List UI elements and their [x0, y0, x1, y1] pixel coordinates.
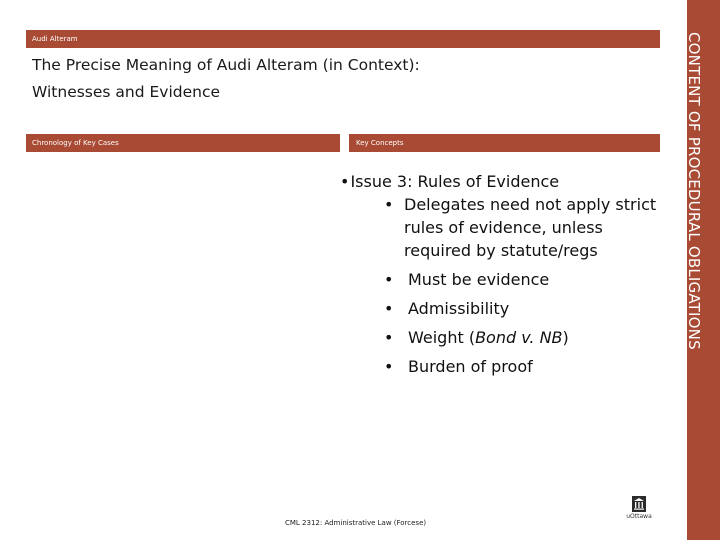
case-citation: Bond v. NB [475, 328, 563, 347]
list-item [384, 355, 664, 378]
list-item [384, 297, 664, 320]
bullet: • [384, 195, 394, 214]
bullet: • [384, 270, 394, 289]
right-column-label: Key Concepts [356, 139, 404, 147]
bullet: • [384, 328, 394, 347]
list-item [384, 193, 664, 262]
slide-title-line-1: The Precise Meaning of Audi Alteram (in Context): [32, 56, 420, 74]
bullet: • [340, 172, 350, 191]
section-header-bar [26, 30, 660, 48]
issue-heading [340, 170, 670, 193]
list-item-text: Burden of proof [408, 357, 533, 376]
slide-title [32, 52, 592, 106]
list-item-text [408, 326, 569, 349]
university-building-icon [632, 496, 646, 512]
university-logo [626, 496, 652, 532]
list-item-text: Delegates need not apply strict rules of evidence, unless required by statute/regs [404, 195, 657, 260]
list-item-text: Must be evidence [408, 270, 550, 289]
list-item [384, 326, 664, 349]
slide-title-line-2: Witnesses and Evidence [32, 83, 221, 101]
left-column-label: Chronology of Key Cases [32, 139, 119, 147]
section-label: Audi Alteram [32, 35, 78, 43]
bullet: • [384, 299, 394, 318]
text-suffix: ) [562, 328, 569, 347]
left-column-header [26, 134, 340, 152]
issue-text: Issue 3: Rules of Evidence [350, 172, 560, 191]
logo-text: uOttawa [626, 513, 652, 520]
bullet: • [384, 357, 394, 376]
text-prefix: Weight ( [408, 328, 476, 347]
side-title: CONTENT OF PROCEDURAL OBLIGATIONS [685, 32, 703, 350]
footer-course: CML 2312: Administrative Law (Forcese) [285, 519, 427, 527]
list-item [384, 268, 664, 291]
right-column-header [349, 134, 660, 152]
key-concepts-content [340, 170, 670, 378]
list-item-text: Admissibility [408, 299, 510, 318]
